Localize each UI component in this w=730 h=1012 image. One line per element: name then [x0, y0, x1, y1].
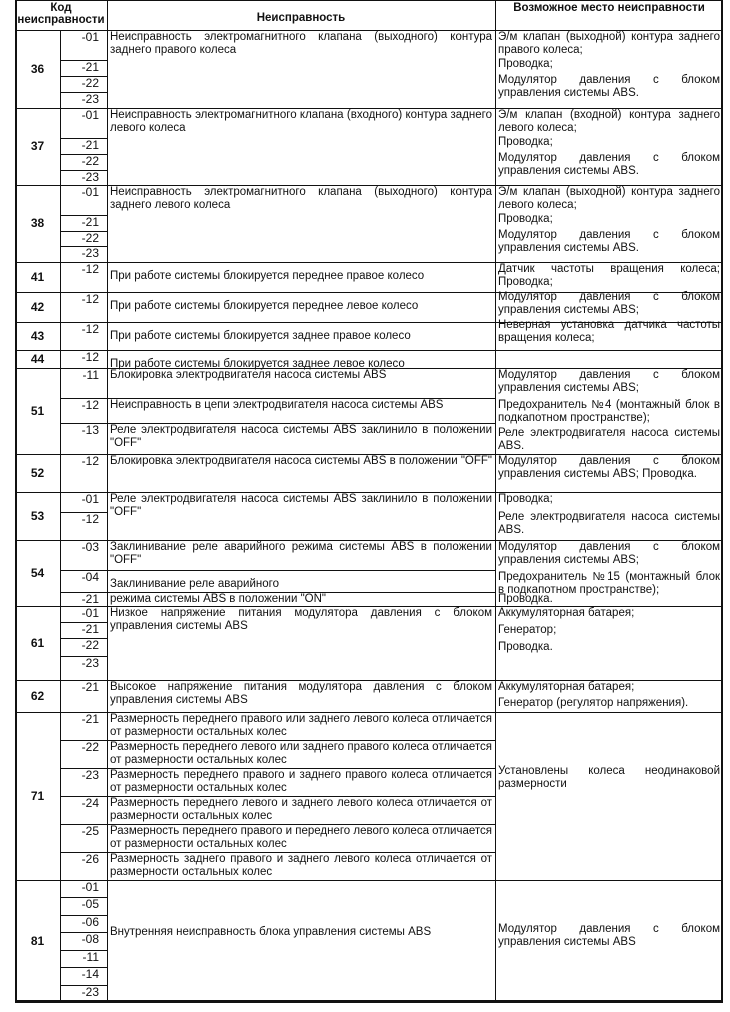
row-divider	[107, 740, 495, 741]
group-code: 38	[30, 216, 45, 231]
cause-item: Предохранитель №15 (монтажный блок в подкапотном пространстве);	[498, 571, 720, 596]
sub-code: -23	[81, 768, 99, 782]
sub-code: -23	[81, 170, 99, 184]
sub-code: -24	[81, 796, 99, 810]
row-divider	[107, 796, 495, 797]
row-divider	[107, 768, 495, 769]
group-code: 37	[30, 139, 45, 154]
cause-item: Генератор;	[498, 624, 557, 636]
sub-code: -01	[81, 606, 99, 620]
sub-code: -12	[81, 512, 99, 526]
group-code: 51	[30, 403, 45, 418]
sub-code: -22	[81, 154, 99, 168]
row-divider	[107, 423, 495, 424]
cause-item: Предохранитель №4 (монтажный блок в подкапотном пространстве);	[498, 399, 720, 424]
cause-item: Проводка.	[498, 593, 553, 605]
sub-code: -21	[81, 215, 99, 229]
sub-code: -23	[81, 92, 99, 106]
group-code: 81	[30, 933, 45, 948]
sub-code: -21	[81, 622, 99, 636]
group-code: 36	[30, 61, 45, 76]
cause-item: Э/м клапан (входной) контура заднего левого колеса;	[498, 109, 720, 134]
shared-cause-item: Модулятор давления с блоком управления системы ABS;	[498, 291, 720, 316]
sub-code: -12	[81, 454, 99, 468]
sub-code: -12	[81, 350, 99, 364]
cause-item: Проводка;	[498, 493, 553, 505]
fault-description: Заклинивание реле аварийного режима системы ABS в положении "OFF"	[110, 541, 492, 566]
row-divider	[60, 796, 107, 797]
header-fault: Неисправность	[256, 12, 346, 24]
group-code: 41	[30, 269, 45, 284]
row-divider	[60, 985, 107, 986]
sub-code: -12	[81, 292, 99, 306]
group-code: 44	[30, 351, 45, 366]
sub-code: -01	[81, 492, 99, 506]
sub-code: -23	[81, 246, 99, 260]
row-divider	[60, 138, 107, 139]
sub-code: -08	[81, 932, 99, 946]
sub-code: -21	[81, 592, 99, 606]
row-divider	[60, 60, 107, 61]
row-divider	[60, 824, 107, 825]
sub-code: -12	[81, 262, 99, 276]
row-divider	[107, 852, 495, 853]
cause-item: Модулятор давления с блоком управления системы ABS; Проводка.	[498, 455, 720, 480]
row-divider	[60, 512, 107, 513]
row-divider	[60, 915, 107, 916]
group-code: 42	[30, 299, 45, 314]
sub-code: -21	[81, 712, 99, 726]
fault-description: При работе системы блокируется переднее правое колесо	[110, 270, 425, 282]
cause-item: Модулятор давления с блоком управления системы ABS;	[498, 369, 720, 394]
sub-code: -01	[81, 185, 99, 199]
group-code: 54	[30, 565, 45, 580]
group-code: 43	[30, 328, 45, 343]
sub-code: -23	[81, 985, 99, 999]
cause-item: Э/м клапан (выходной) контура заднего левого колеса;	[498, 186, 720, 211]
row-divider	[107, 824, 495, 825]
sub-code: -01	[81, 30, 99, 44]
sub-code: -03	[81, 540, 99, 554]
sub-code: -22	[81, 740, 99, 754]
fault-description: Реле электродвигателя насоса системы ABS заклинило в положении "OFF"	[110, 424, 492, 449]
header-cause: Возможное место неисправности	[513, 2, 705, 14]
shared-cause-item: Неверная установка датчика частоты вращения колеса;	[498, 319, 720, 344]
row-divider	[60, 398, 107, 399]
sub-code: -14	[81, 967, 99, 981]
cause-item: Э/м клапан (выходной) контура заднего правого колеса;	[498, 31, 720, 56]
cause-item: Модулятор давления с блоком управления системы ABS;	[498, 541, 720, 566]
fault-description: Заклинивание реле аварийного	[110, 578, 279, 590]
row-divider	[60, 852, 107, 853]
fault-description: Неисправность в цепи электродвигателя насоса системы ABS	[110, 399, 444, 411]
group-code: 71	[30, 788, 45, 803]
row-divider	[60, 592, 107, 593]
cause-item: Модулятор давления с блоком управления системы ABS	[498, 923, 720, 948]
sub-code: -21	[81, 680, 99, 694]
fault-description: Блокировка электродвигателя насоса системы ABS в положении "OFF"	[110, 455, 492, 467]
fault-description: Размерность заднего правого и заднего левого колеса отличается от размерности остальных колес	[110, 853, 492, 878]
row-divider	[60, 215, 107, 216]
cause-item: Реле электродвигателя насоса системы ABS.	[498, 427, 720, 452]
fault-description: При работе системы блокируется заднее левое колесо	[110, 358, 405, 370]
fault-description: Размерность переднего правого и заднего правого колеса отличается от размерности остальных колес	[110, 769, 492, 794]
sub-code: -26	[81, 852, 99, 866]
fault-description: Размерность переднего левого и заднего левого колеса отличается от размерности остальных колес	[110, 797, 492, 822]
fault-description: Неисправность электромагнитного клапана (выходного) контура заднего левого колеса	[110, 186, 492, 211]
row-divider	[60, 423, 107, 424]
fault-description: Низкое напряжение питания модулятора давления с блоком управления системы ABS	[110, 607, 492, 632]
sub-code: -23	[81, 656, 99, 670]
fault-description: Высокое напряжение питания модулятора давления с блоком управления системы ABS	[110, 681, 492, 706]
fault-description: Внутренняя неисправность блока управления системы ABS	[110, 926, 432, 938]
row-divider	[107, 592, 495, 593]
group-code: 61	[30, 635, 45, 650]
row-divider	[60, 897, 107, 898]
cause-item: Аккумуляторная батарея;	[498, 681, 635, 693]
cause-item: Проводка.	[498, 641, 553, 653]
sub-code: -04	[81, 570, 99, 584]
group-code: 53	[30, 508, 45, 523]
cause-item: Аккумуляторная батарея;	[498, 607, 635, 619]
row-divider	[60, 932, 107, 933]
row-divider	[60, 231, 107, 232]
row-divider	[107, 398, 495, 399]
sub-code: -22	[81, 638, 99, 652]
cause-item: Проводка;	[498, 136, 553, 148]
row-divider	[60, 967, 107, 968]
fault-description: Размерность переднего левого или заднего правого колеса отличается от размерности остальных колес	[110, 741, 492, 766]
fault-description: Размерность переднего правого или заднего левого колеса отличается от размерности остальных колес	[110, 713, 492, 738]
cause-item: Реле электродвигателя насоса системы ABS.	[498, 511, 720, 536]
row-divider	[60, 570, 107, 571]
cause-item: Модулятор давления с блоком управления системы ABS.	[498, 74, 720, 99]
fault-description: Реле электродвигателя насоса системы ABS заклинило в положении "OFF"	[110, 493, 492, 518]
sub-code: -13	[81, 423, 99, 437]
shared-cause-item: Датчик частоты вращения колеса; Проводка;	[498, 263, 720, 288]
sub-code: -21	[81, 138, 99, 152]
fault-description: режима системы ABS в положении "ON"	[110, 593, 326, 605]
fault-description: Неисправность электромагнитного клапана (выходного) контура заднего правого колеса	[110, 31, 492, 56]
row-divider	[107, 570, 495, 571]
sub-code: -01	[81, 108, 99, 122]
sub-code: -05	[81, 897, 99, 911]
row-divider	[60, 656, 107, 657]
cause-item: Модулятор давления с блоком управления системы ABS.	[498, 152, 720, 177]
sub-code: -11	[82, 950, 99, 964]
fault-description: Неисправность электромагнитного клапана (входного) контура заднего левого колеса	[110, 109, 492, 134]
row-divider	[60, 92, 107, 93]
sub-code: -22	[81, 76, 99, 90]
fault-description: Размерность переднего правого и переднего левого колеса отличается от размерности остальных колес	[110, 825, 492, 850]
sub-code: -12	[81, 398, 99, 412]
sub-code: -22	[81, 231, 99, 245]
row-divider	[60, 154, 107, 155]
sub-code: -12	[81, 322, 99, 336]
header-code: Код неисправности	[17, 2, 105, 26]
sub-code: -21	[81, 60, 99, 74]
row-divider	[60, 246, 107, 247]
row-divider	[60, 622, 107, 623]
row-divider	[60, 76, 107, 77]
fault-description: При работе системы блокируется переднее левое колесо	[110, 300, 419, 312]
sub-code: -25	[81, 824, 99, 838]
row-divider	[60, 638, 107, 639]
row-divider	[60, 768, 107, 769]
cause-item: Проводка;	[498, 58, 553, 70]
fault-description: При работе системы блокируется заднее правое колесо	[110, 330, 411, 342]
cause-item: Проводка;	[498, 213, 553, 225]
group-code: 52	[30, 465, 45, 480]
sub-code: -01	[81, 880, 99, 894]
row-divider	[60, 170, 107, 171]
cause-item: Модулятор давления с блоком управления системы ABS.	[498, 229, 720, 254]
cause-item: Генератор (регулятор напряжения).	[498, 697, 689, 709]
cause-item: Установлены колеса неодинаковой размерности	[498, 765, 720, 790]
row-divider	[60, 740, 107, 741]
row-divider	[60, 950, 107, 951]
sub-code: -11	[82, 368, 99, 382]
fault-description: Блокировка электродвигателя насоса системы ABS	[110, 369, 387, 381]
group-code: 62	[30, 688, 45, 703]
sub-code: -06	[81, 915, 99, 929]
